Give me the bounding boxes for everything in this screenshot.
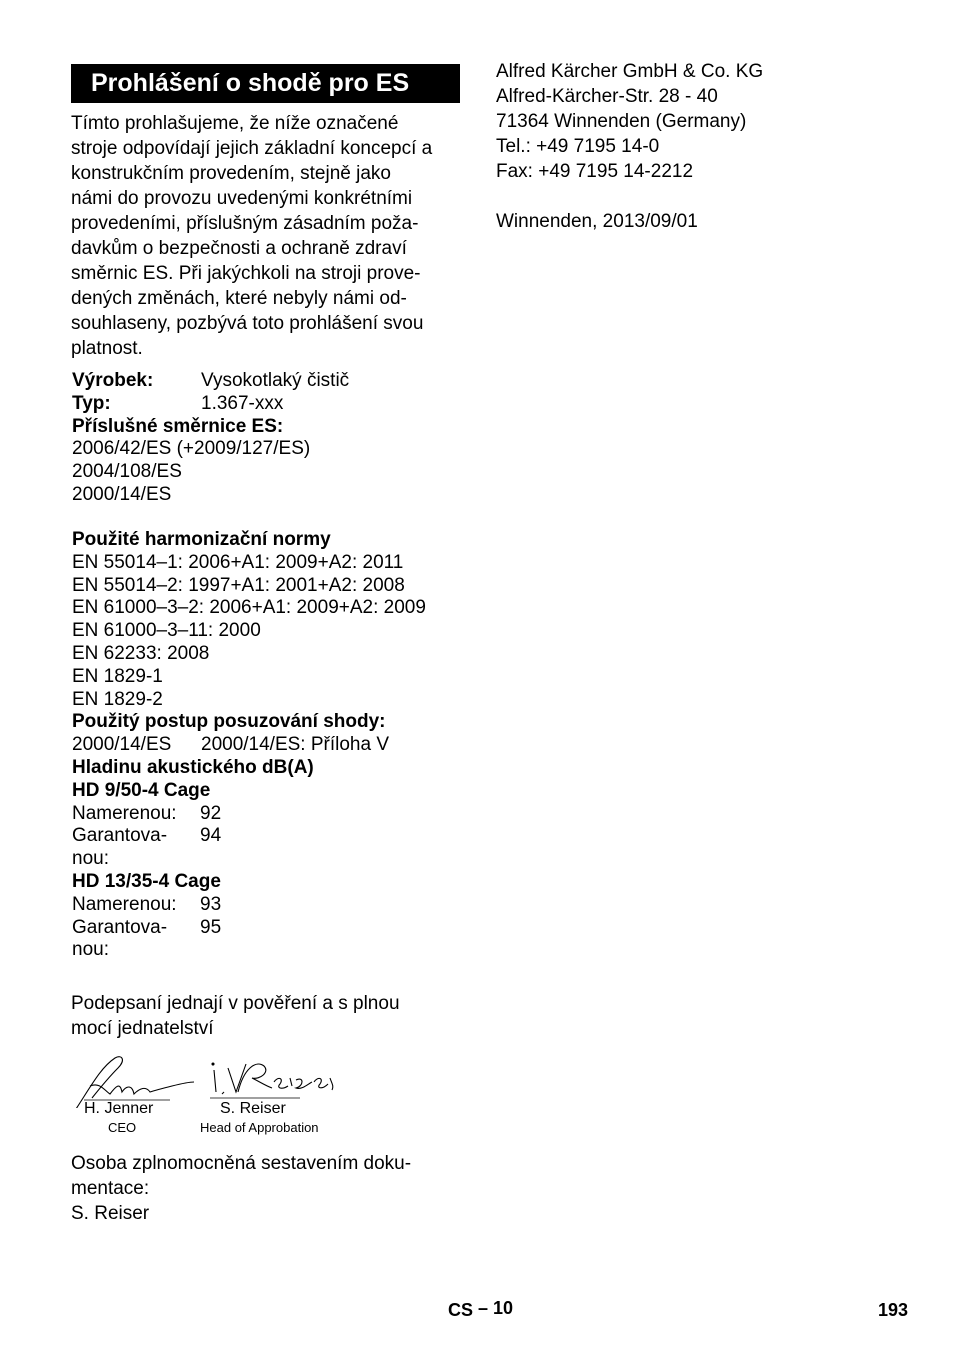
intro-line: námi do provozu uvedenými konkrétními (71, 188, 413, 209)
documentation-authority (71, 1151, 411, 1226)
intro-paragraph (71, 111, 466, 361)
signer-title: Head of Approbation (200, 1120, 319, 1135)
address-line: 71364 Winnenden (Germany) (496, 111, 747, 132)
model-name: HD 13/35-4 Cage (72, 870, 221, 892)
address-line: Fax: +49 7195 14-2212 (496, 161, 694, 182)
signed-line: Podepsaní jednají v pověření a s plnou (71, 993, 400, 1014)
procedure-label: Použitý postup posuzování shody: (72, 711, 386, 733)
documentation-line: mentace: (71, 1178, 150, 1199)
intro-line: provedeními, příslušným zásadním poža- (71, 213, 419, 234)
measured-value: 92 (200, 802, 222, 824)
procedure-left: 2000/14/ES (72, 734, 172, 756)
procedure-right: 2000/14/ES: Příloha V (201, 734, 390, 756)
footer-language-page (448, 1300, 513, 1321)
intro-line: směrnic ES. Při jakýchkoli na stroji prove- (71, 263, 421, 284)
signed-line: mocí jednatelství (71, 1018, 214, 1039)
guaranteed-value: 95 (200, 916, 222, 938)
directive-item: 2006/42/ES (+2009/127/ES) (72, 438, 311, 460)
directives-label: Příslušné směrnice ES: (72, 415, 284, 437)
documentation-line: Osoba zplnomocněná sestavením doku- (71, 1153, 412, 1174)
place-date: Winnenden, 2013/09/01 (496, 211, 698, 232)
reiser-signature (210, 1063, 333, 1098)
intro-line: dených změnách, které nebyly námi od- (71, 288, 407, 309)
address-line: Tel.: +49 7195 14-0 (496, 136, 660, 157)
norm-item: EN 62233: 2008 (72, 642, 210, 664)
norm-item: EN 61000–3–2: 2006+A1: 2009+A2: 2009 (72, 597, 426, 619)
norms-label: Použité harmonizační normy (72, 529, 331, 550)
footer-section-page: – 10 (478, 1298, 514, 1318)
type-value: 1.367-xxx (201, 392, 284, 414)
guaranteed-label: Garantova- (72, 916, 168, 938)
intro-line: konstrukčním provedením, stejně jako (71, 163, 391, 184)
signature-images (60, 1048, 340, 1108)
model-name: HD 9/50-4 Cage (72, 779, 211, 801)
page-number: 193 (878, 1300, 909, 1320)
product-label: Výrobek: (72, 370, 154, 391)
intro-line: Tímto prohlašujeme, že níže označené (71, 113, 399, 134)
section-heading: Prohlášení o shodě pro ES (71, 64, 460, 103)
measured-value: 93 (200, 893, 222, 915)
product-details (72, 370, 350, 507)
intro-line: platnost. (71, 338, 143, 359)
documentation-line: S. Reiser (71, 1203, 150, 1224)
type-label: Typ: (72, 392, 111, 414)
norms-section (72, 529, 426, 962)
intro-line: davkům o bezpečnosti a ochraně zdraví (71, 238, 407, 259)
signer-title: CEO (108, 1120, 137, 1135)
measured-label: Namerenou: (72, 802, 177, 824)
norm-item: EN 55014–2: 1997+A1: 2001+A2: 2008 (72, 574, 405, 596)
address-line: Alfred Kärcher GmbH & Co. KG (496, 61, 764, 82)
signatures-block (60, 1048, 340, 1138)
norm-item: EN 61000–3–11: 2000 (72, 620, 261, 642)
footer-language: CS (448, 1300, 474, 1320)
norm-item: EN 1829-2 (72, 688, 163, 710)
company-address (496, 59, 763, 184)
guaranteed-label-cont: nou: (72, 848, 109, 870)
guaranteed-label: Garantova- (72, 825, 168, 847)
address-line: Alfred-Kärcher-Str. 28 - 40 (496, 86, 718, 107)
norm-item: EN 55014–1: 2006+A1: 2009+A2: 2011 (72, 551, 404, 573)
guaranteed-value: 94 (200, 825, 222, 847)
signed-statement (71, 991, 400, 1041)
noise-label: Hladinu akustického dB(A) (72, 756, 314, 778)
product-value: Vysokotlaký čistič (201, 370, 350, 391)
guaranteed-label-cont: nou: (72, 939, 109, 961)
signer-name: H. Jenner (84, 1100, 154, 1117)
directive-item: 2004/108/ES (72, 461, 182, 483)
measured-label: Namerenou: (72, 893, 177, 915)
directive-item: 2000/14/ES (72, 483, 172, 505)
intro-line: souhlaseny, pozbývá toto prohlášení svou (71, 313, 424, 334)
intro-line: stroje odpovídají jejich základní koncepcí a (71, 138, 433, 159)
norm-item: EN 1829-1 (72, 665, 163, 687)
signer-name: S. Reiser (220, 1100, 286, 1117)
